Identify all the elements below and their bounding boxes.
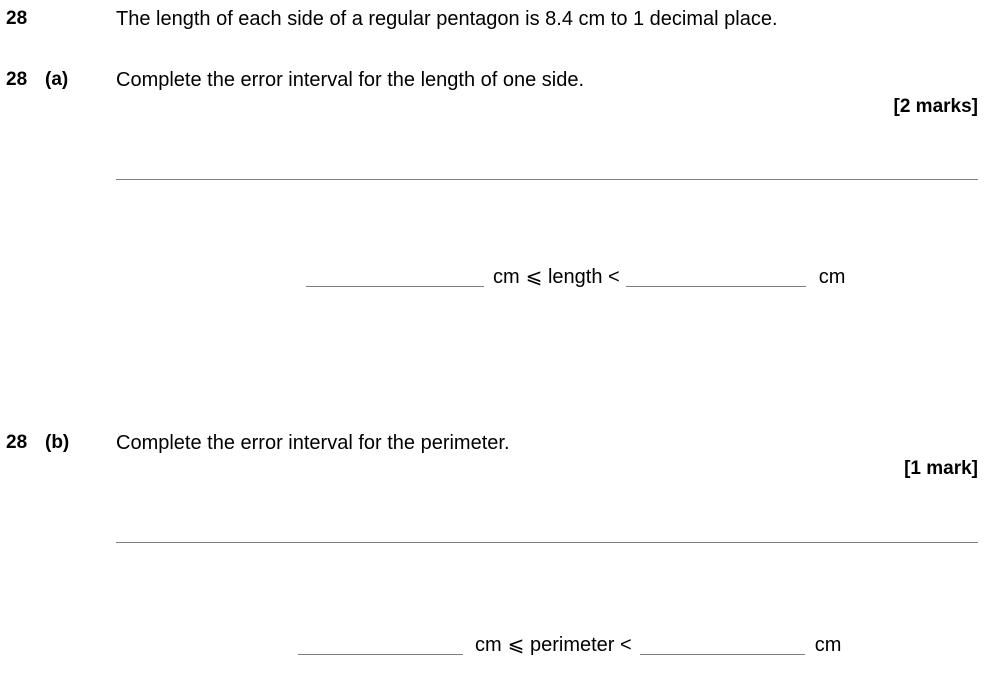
question-number: 28: [6, 8, 28, 29]
part-a-relation: ⩽ length <: [525, 266, 620, 288]
part-b-upper-bound-blank[interactable]: [640, 634, 805, 655]
part-a-unit-left: cm: [493, 266, 520, 288]
part-b-lower-bound-blank[interactable]: [298, 634, 463, 655]
part-b-relation: ⩽ perimeter <: [507, 634, 632, 656]
part-a-instruction: Complete the error interval for the length of one side.: [116, 69, 585, 91]
question-stem: The length of each side of a regular pentagon is 8.4 cm to 1 decimal place.: [116, 8, 778, 30]
part-b-unit-right: cm: [814, 634, 842, 656]
part-a-working-line: [116, 179, 978, 180]
part-a-label: (a): [45, 69, 69, 90]
part-b-unit-left: cm: [475, 634, 502, 656]
part-a-number: 28: [6, 69, 28, 90]
part-a-marks: [2 marks]: [893, 96, 978, 117]
part-a-lower-bound-blank[interactable]: [306, 266, 484, 287]
part-b-instruction: Complete the error interval for the perimeter.: [116, 432, 510, 454]
part-b-working-line: [116, 542, 978, 543]
part-b-label: (b): [45, 432, 70, 453]
part-b-answer-row: [298, 634, 841, 655]
part-b-marks: [1 mark]: [904, 458, 978, 479]
part-a-answer-row: [306, 266, 845, 287]
part-b-number: 28: [6, 432, 28, 453]
part-a-upper-bound-blank[interactable]: [626, 266, 806, 287]
part-a-unit-right: cm: [818, 266, 846, 288]
